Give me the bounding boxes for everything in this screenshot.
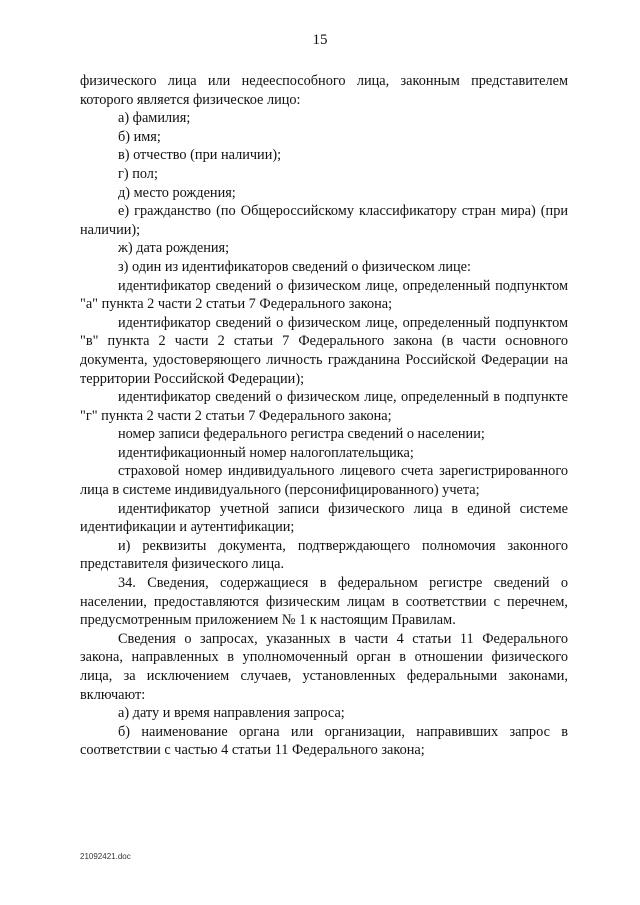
sub-item: идентификатор учетной записи физического лица в единой системе идентификации и аутентификации; <box>80 500 568 536</box>
list-item: в) отчество (при наличии); <box>118 147 282 164</box>
list-item: ж) дата рождения; <box>118 240 230 257</box>
list-item: г) пол; <box>118 165 158 182</box>
footer-filename: 21092421.doc <box>80 852 131 861</box>
sub-item: страховой номер индивидуального лицевого счета зарегистрированного лица в системе индивидуального (персонифицированного) учета; <box>80 463 568 499</box>
list-item: е) гражданство (по Общероссийскому классификатору стран мира) (при наличии); <box>80 203 568 238</box>
sub-item: номер записи федерального регистра сведений о населении; <box>118 426 485 443</box>
page-number: 15 <box>312 32 328 48</box>
sub-item: идентификатор сведений о физическом лице, определенный в подпункте "г" пункта 2 части 2 статьи 7 Федерального закона; <box>80 389 568 424</box>
sub-item: идентификатор сведений о физическом лице, определенный подпунктом "в" пункта 2 части 2 статьи 7 Федерального закона (в части основного документа, удостоверяющего личность гражданина Российской Федерации на территории Российской Федерации); <box>80 314 568 387</box>
list-item: и) реквизиты документа, подтверждающего полномочия законного представителя физического лица. <box>80 537 568 573</box>
list-item: б) наименование органа или организации, направивших запрос в соответствии с частью 4 статьи 11 Федерального закона; <box>80 723 568 759</box>
list-item: а) фамилия; <box>118 110 191 127</box>
list-item: б) имя; <box>118 128 161 145</box>
paragraph: физического лица или недееспособного лица, законным представителем которого является физическое лицо: <box>80 73 568 108</box>
list-item: з) один из идентификаторов сведений о физическом лице: <box>118 258 471 275</box>
document-body <box>80 72 568 760</box>
sub-item: идентификатор сведений о физическом лице, определенный подпунктом "а" пункта 2 части 2 статьи 7 Федерального закона; <box>80 277 568 313</box>
list-item: а) дату и время направления запроса; <box>118 705 345 722</box>
sub-item: идентификационный номер налогоплательщика; <box>118 444 414 461</box>
list-item: д) место рождения; <box>118 184 236 201</box>
section-paragraph: 34. Сведения, содержащиеся в федеральном регистре сведений о населении, предоставляются физическим лицам в соответствии с перечнем, предусмотренным приложением № 1 к настоящим Правилам. <box>80 575 568 629</box>
paragraph: Сведения о запросах, указанных в части 4 статьи 11 Федерального закона, направленных в уполномоченный орган в отношении физического лица, за исключением случаев, установленных федеральными законами, включают: <box>80 630 568 703</box>
